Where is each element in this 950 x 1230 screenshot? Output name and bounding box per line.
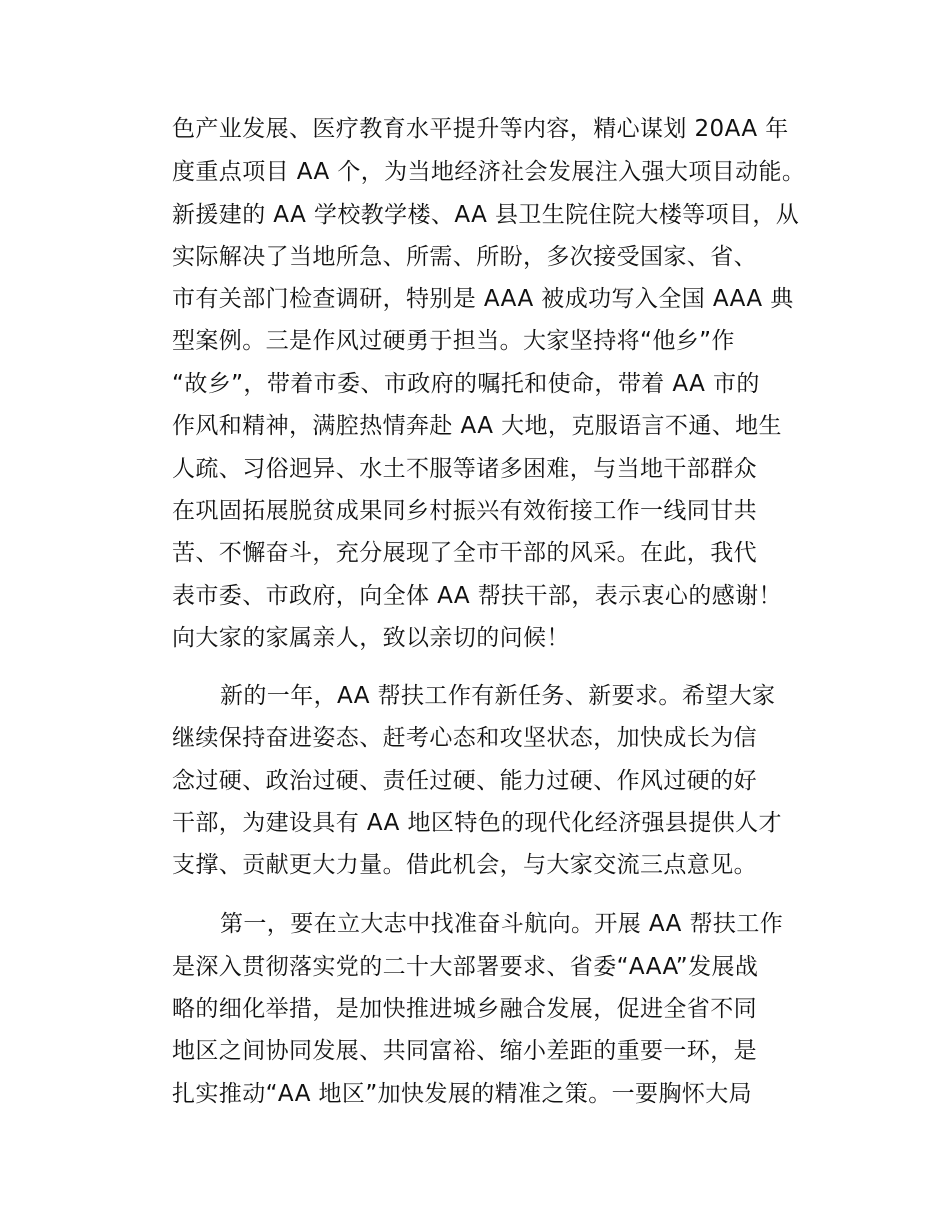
text-line: 扎实推动“AA 地区”加快发展的精准之策。一要胸怀大局 — [172, 1081, 753, 1107]
text-line: 表市委、市政府，向全体 AA 帮扶干部，表示衷心的感谢！ — [172, 583, 782, 609]
text-line: 地区之间协同发展、共同富裕、缩小差距的重要一环，是 — [172, 1038, 757, 1064]
text-line: 作风和精神，满腔热情奔赴 AA 大地，克服语言不通、地生 — [172, 413, 782, 439]
text-line: 干部，为建设具有 AA 地区特色的现代化经济强县提供人才 — [172, 810, 782, 836]
text-line: 苦、不懈奋斗，充分展现了全市干部的风采。在此，我代 — [172, 540, 757, 566]
text-line: 第一，要在立大志中找准奋斗航向。开展 AA 帮扶工作 — [220, 911, 784, 937]
text-line: 新的一年，AA 帮扶工作有新任务、新要求。希望大家 — [220, 683, 776, 709]
text-line: 是深入贯彻落实党的二十大部署要求、省委“AAA”发展战 — [172, 954, 759, 980]
text-line: 市有关部门检查调研，特别是 AAA 被成功写入全国 AAA 典 — [172, 286, 794, 312]
text-line: 型案例。三是作风过硬勇于担当。大家坚持将“他乡”作 — [172, 328, 735, 354]
text-line: 度重点项目 AA 个，为当地经济社会发展注入强大项目动能。 — [172, 159, 806, 185]
text-line: 继续保持奋进姿态、赶考心态和攻坚状态，加快成长为信 — [172, 725, 757, 751]
text-line: 向大家的家属亲人，致以亲切的问候！ — [172, 625, 570, 651]
text-line: 略的细化举措，是加快推进城乡融合发展，促进全省不同 — [172, 996, 757, 1022]
text-line: 支撑、贡献更大力量。借此机会，与大家交流三点意见。 — [172, 852, 757, 878]
text-line: 色产业发展、医疗教育水平提升等内容，精心谋划 20AA 年 — [172, 116, 789, 142]
text-line: 实际解决了当地所急、所需、所盼，多次接受国家、省、 — [172, 244, 757, 270]
text-line: 念过硬、政治过硬、责任过硬、能力过硬、作风过硬的好 — [172, 768, 757, 794]
text-line: 人疏、习俗迥异、水土不服等诸多困难，与当地干部群众 — [172, 456, 757, 482]
text-line: 新援建的 AA 学校教学楼、AA 县卫生院住院大楼等项目，从 — [172, 202, 800, 228]
text-line: 在巩固拓展脱贫成果同乡村振兴有效衔接工作一线同甘共 — [172, 498, 757, 524]
text-line: “故乡”，带着市委、市政府的嘱托和使命，带着 AA 市的 — [172, 371, 760, 397]
